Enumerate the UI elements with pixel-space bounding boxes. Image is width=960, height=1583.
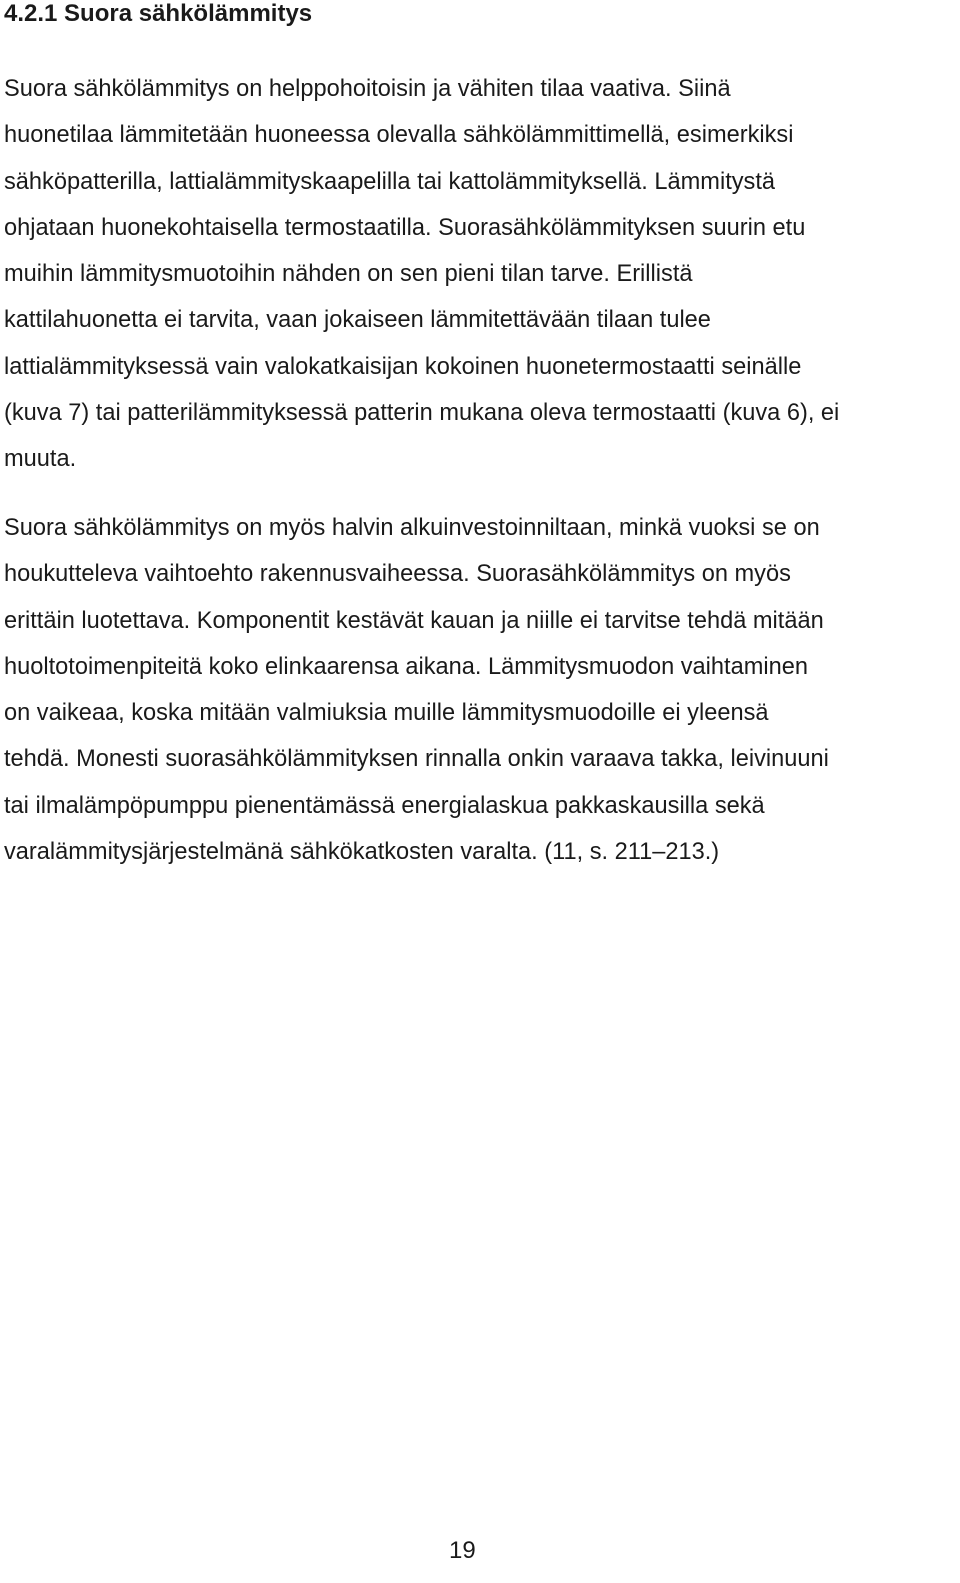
text-line: on vaikeaa, koska mitään valmiuksia muille lämmitysmuodoille ei yleensä — [4, 700, 769, 727]
text-line: muuta. — [4, 446, 77, 473]
text-line: Suora sähkölämmitys on helppohoitoisin ja vähiten tilaa vaativa. Siinä — [4, 76, 731, 102]
text-line: sähköpatterilla, lattialämmityskaapelilla tai kattolämmityksellä. Lämmitystä — [4, 168, 776, 195]
text-line: muihin lämmitysmuotoihin nähden on sen pieni tilan tarve. Erillistä — [4, 261, 693, 288]
text-line: tehdä. Monesti suorasähkölämmityksen rinnalla onkin varaava takka, leivinuuni — [4, 746, 829, 773]
text-line: Suora sähkölämmitys on myös halvin alkuinvestoinniltaan, minkä vuoksi se on — [4, 515, 820, 541]
section-heading: 4.2.1 Suora sähkölämmitys — [4, 0, 313, 27]
page-number: 19 — [449, 1537, 476, 1564]
text-line: houkutteleva vaihtoehto rakennusvaiheessa. Suorasähkölämmitys on myös — [4, 561, 791, 588]
text-line: (kuva 7) tai patterilämmityksessä patterin mukana oleva termostaatti (kuva 6), ei — [4, 400, 840, 427]
text-line: erittäin luotettava. Komponentit kestävät kauan ja niille ei tarvitse tehdä mitään — [4, 607, 824, 634]
text-line: ohjataan huonekohtaisella termostaatilla. Suorasähkölämmityksen suurin etu — [4, 214, 806, 241]
text-line: kattilahuonetta ei tarvita, vaan jokaiseen lämmitettävään tilaan tulee — [4, 307, 711, 334]
text-line: varalämmitysjärjestelmänä sähkökatkosten varalta. (11, s. 211–213.) — [4, 839, 720, 866]
text-line: tai ilmalämpöpumppu pienentämässä energialaskua pakkaskausilla sekä — [4, 792, 765, 819]
body-paragraph-2 — [4, 505, 960, 875]
text-line: huonetilaa lämmitetään huoneessa olevalla sähkölämmittimellä, esimerkiksi — [4, 122, 794, 149]
text-line: lattialämmityksessä vain valokatkaisijan kokoinen huonetermostaatti seinälle — [4, 353, 802, 380]
text-line: huoltotoimenpiteitä koko elinkaarensa aikana. Lämmitysmuodon vaihtaminen — [4, 653, 808, 680]
body-paragraph-1 — [4, 66, 960, 483]
